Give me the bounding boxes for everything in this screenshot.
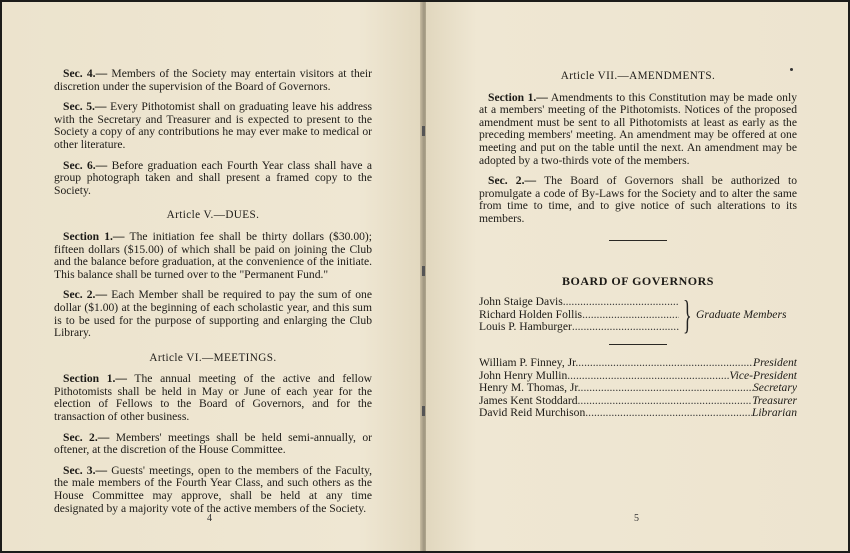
left-page [2, 2, 422, 551]
board-of-governors-heading: BOARD OF GOVERNORS [562, 273, 714, 288]
officer-row: Henry M. Thomas, Jr. ..... Secretary [479, 382, 797, 395]
article-vii-heading: Article VII.—AMENDMENTS. [560, 70, 716, 82]
amendments-section-2: Sec. 2.— The Board of Governors shall be authorized to promulgate a code of By-Laws for the Society and to alter the same from time to time, and to give notice of such alterations to its members. [479, 174, 798, 225]
booklet-spread [2, 2, 848, 551]
meetings-section-2: Sec. 2.— Members' meetings shall be held semi-annually, or oftener, at the discretion of the House Committee. [54, 430, 372, 457]
leader-dots [578, 395, 753, 408]
article-v-heading: Article V.—DUES. [166, 209, 260, 222]
officer-row: James Kent Stoddard ..... Treasurer [479, 395, 797, 408]
graduate-member-row: Richard Holden Follis ..... [479, 309, 679, 322]
binding-stitch [422, 266, 425, 276]
amendments-section-1: Section 1.— Amendments to this Constitution may be made only at a members' meeting of the Pithotomists. Notices of the proposed amendment must be sent to all Pithotomists at least as early as the preceding members' meeting. An amendment may be offered at one meeting and put on the table until the next. An amendment may be adopted by a two-thirds vote of the members. [479, 90, 797, 167]
leader-dots [585, 407, 752, 420]
leader-dots [578, 357, 753, 370]
divider-rule [609, 240, 667, 241]
meetings-section-3: Sec. 3.— Guests' meetings, open to the members of the Faculty, the male members of the Fourth Year Class, and such others as the House Committee may approve, shall be held at any time designated by a majority vote of the active members of the Society. [54, 463, 373, 515]
brace-symbol: } [683, 292, 692, 338]
sec-4-paragraph: Sec. 4.— Members of the Society may entertain visitors at their discretion under the supervision of the Board of Governors. [54, 67, 372, 93]
leader-dots [572, 321, 679, 334]
graduate-member-row: Louis P. Hamburger ..... [479, 321, 679, 334]
meetings-section-1: Section 1.— The annual meeting of the active and fellow Pithotomists shall be held in May or June of each year for the election of Fellows to the Board of Governors, and for the transaction of other business. [54, 372, 372, 424]
divider-rule [609, 344, 667, 345]
officers-list [479, 357, 797, 420]
dues-section-1: Section 1.— The initiation fee shall be thirty dollars ($30.00); fifteen dollars ($15.00) of which shall be paid on joining the Club and the balance before graduation, at the convenience of the initiate. This balance shall be turned over to the "Permanent Fund." [54, 229, 372, 281]
officer-row: John Henry Mullin ..... Vice-President [479, 370, 797, 383]
leader-dots [567, 370, 729, 383]
right-page-text [479, 68, 797, 420]
binding-stitch [422, 126, 425, 136]
graduate-members-group [479, 292, 787, 338]
graduate-members-label: Graduate Members [696, 308, 787, 322]
leader-dots [563, 296, 679, 309]
page-number-right: 5 [634, 513, 639, 524]
left-page-text [54, 68, 372, 523]
sec-5-paragraph: Sec. 5.— Every Pithotomist shall on graduating leave his address with the Secretary and Treasurer and is expected to present to the Society a copy of any contributions he may ever make to medical or other literature. [54, 100, 373, 151]
graduate-member-row: John Staige Davis ..... [479, 296, 679, 309]
binding-stitch [422, 406, 425, 416]
page-number-left: 4 [207, 513, 212, 524]
dues-section-2: Sec. 2.— Each Member shall be required to pay the sum of one dollar ($1.00) at the beginning of each scholastic year, and this sum is to be used for the purpose of supporting and enlarging the Club Library. [54, 288, 372, 340]
officer-row: David Reid Murchison ..... Librarian [479, 407, 797, 420]
right-page [426, 2, 848, 551]
leader-dots [581, 382, 753, 395]
leader-dots [582, 309, 679, 322]
sec-6-paragraph: Sec. 6.— Before graduation each Fourth Year class shall have a group photograph taken and shall present a framed copy to the Society. [54, 158, 373, 197]
article-vi-heading: Article VI.—MEETINGS. [149, 351, 277, 364]
officer-row: William P. Finney, Jr. ..... President [479, 357, 797, 370]
